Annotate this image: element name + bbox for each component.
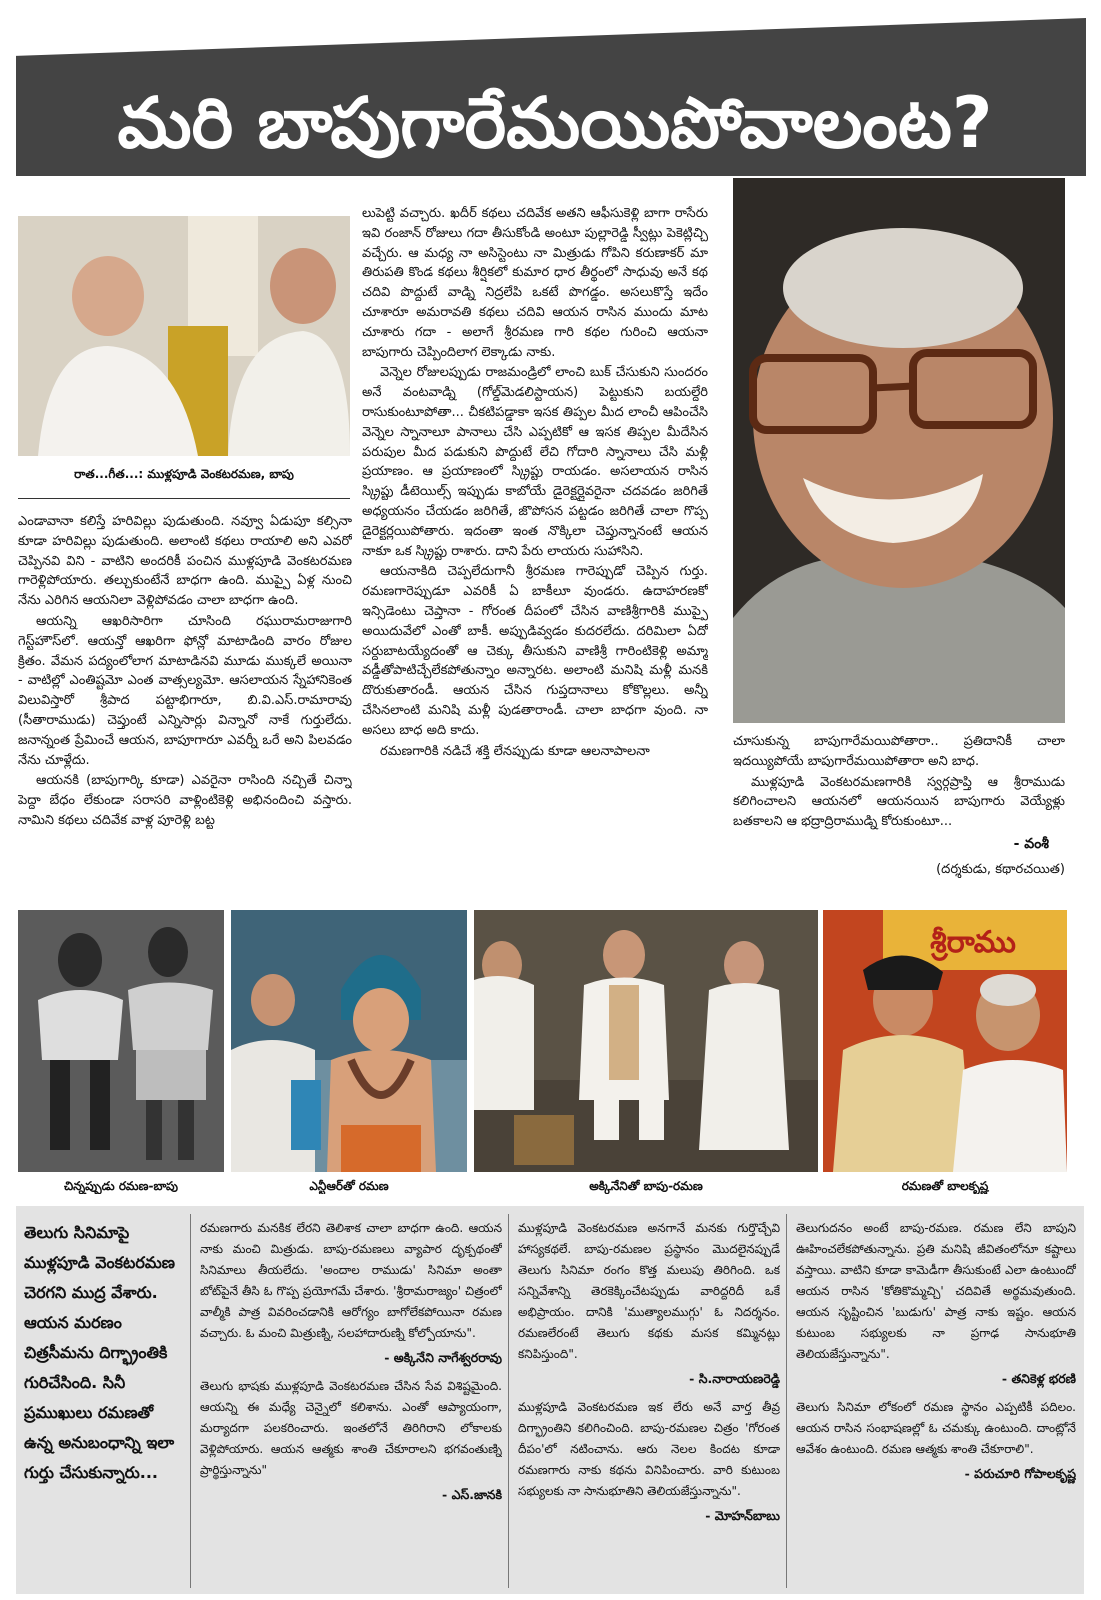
quote-paruchuri-sig: - పరుచూరి గోపాలకృష్ణ (964, 1466, 1076, 1481)
quote-janaki: తెలుగు భాషకు ముళ్లపూడి వెంకటరమణ చేసిన సేవ విశిష్టమైంది. ఆయన్ని ఈ మధ్యే చెన్నైలో కలిశాను. ఎంతో ఆప్యాయంగా, మర్యాదగా పలకరించారు. ఇంతలోనే తిరిగిరాని లోకాలకు వెళ్లిపోయారు. ఆయన ఆత్మకు శాంతి చేకూరాలని భగవంతుణ్ని ప్రార్థిస్తున్నాను" (200, 1379, 502, 1477)
quote-mohanbabu: ముళ్లపూడి వెంకటరమణ ఇక లేరు అనే వార్త తీవ్ర దిగ్భ్రాంతిని కలిగించింది. బాపు-రమణల చిత్రం 'గోరంత దీపం'లో నటించాను. ఆరు నెలల కిందట కూడా రమణగారు నాకు కథను వినిపించారు. వారి కుటుంబ సభ్యులకు నా సానుభూతిని తెలియజేస్తున్నాను". (518, 1400, 780, 1498)
photo-balakrishna (823, 910, 1067, 1172)
page-title: మరి బాపుగారేమయిపోవాలంట? (117, 82, 993, 164)
quote-janaki-sig: - ఎస్.జానకి (442, 1487, 502, 1502)
quote-bharani: తెలుగుదనం అంటే బాపు-రమణ. రమణ లేని బాపుని ఊహించలేకపోతున్నాను. ప్రతి మనిషి జీవితంలోనూ కష్టాలు వస్తాయి. వాటిని కూడా కామెడీగా తీసుకుంటే ఎలా ఉంటుందో ఆయన రాసిన 'కోతికొమ్మచ్చి' చదివితే అర్థమవుతుంది. ఆయన సృష్టించిన 'బుడుగు' పాత్ర నాకు ఇష్టం. ఆయన కుటుంబ సభ్యులకు నా ప్రగాఢ సానుభూతి తెలియజేస్తున్నాను". (796, 1221, 1076, 1361)
quotes-intro: తెలుగు సినిమాపై ముళ్లపూడి వెంకటరమణ చెరగని ముద్ర వేశారు. ఆయన మరణం చిత్రసీమను దిగ్భ్రాంతికి గురిచేసింది. సినీ ప్రముఖులు రమణతో ఉన్న అనుబంధాన్ని ఇలా గుర్తు చేసుకున్నారు... (24, 1223, 175, 1482)
col3-para-2: ముళ్లపూడి వెంకటరమణగారికి స్వర్గప్రాప్తి ఆ శ్రీరాముడు కలిగించాలని ఆయనలో ఆయనయిన బాపుగారు వెయ్యేళ్లు బతకాలని ఆ భద్రాద్రిరాముడ్ని కోరుకుంటూ... (733, 774, 1065, 830)
photo-childhood (18, 910, 224, 1172)
photo-caption-balakrishna: రమణతో బాలకృష్ణ (901, 1179, 989, 1193)
article-column-3 (733, 732, 1065, 832)
quote-mohanbabu-sig: - మోహన్‌బాబు (705, 1508, 780, 1523)
author-role: (దర్శకుడు, కథారచయిత) (936, 862, 1065, 877)
quote-paruchuri: తెలుగు సినిమా లోకంలో రమణ స్థానం ఎప్పటికీ పదిలం. ఆయన రాసిన సంభాషణల్లో ఓ చమక్కు ఉంటుంది. దాంట్లోనే ఆవేశం ఉంటుంది. రమణ ఆత్మకు శాంతి చేకూరాలి". (796, 1400, 1076, 1456)
col2-para-3: ఆయనాకిది చెప్పలేదుగానీ శ్రీరమణ గారెప్పుడో చెప్పిన గుర్తు. రమణగారెప్పుడూ ఎవరికీ ఏ బాకీలూ వుండరు. ఉదాహరణకో ఇన్సిడెంటు చెప్తానా - గోరంత దీపంలో చేసిన వాణిశ్రీగారికి ముప్పై అయిదువేలో ఎంతో బాకీ. అప్పుడివ్వడం కుదరలేదు. దరిమిలా ఏదో సర్దుబాటయ్యేదంతో ఆ చెక్కు తీసుకుని వాణిశ్రీ గారింటికెళ్లి అమ్మా వడ్డీతోపాటిచ్చేలేకపోతున్నాం అన్నారట. అలాంటి మనిషి మళ్లీ మనకి దొరుకుతారండీ. ఆయన చేసిన గుప్తదానాలు కోకొల్లలు. అన్నీ చేసినలాంటి మనిషి మళ్లీ పుడతారాండీ. చాలా బాధగా వుంది. నా అసలు బాధ అది కాదు. (362, 564, 708, 738)
divider-2 (508, 1214, 509, 1588)
photo-caption-akkineni: అక్కినేనితో బాపు-రమణ (589, 1179, 703, 1193)
quote-cnr: ముళ్లపూడి వెంకటరమణ అనగానే మనకు గుర్తొచ్చేవి హాస్యకథలే. బాపు-రమణల ప్రస్థానం మొదలైనప్పుడే తెలుగు సినిమా రంగం కొత్త మలుపు తిరిగింది. ఒక సన్నివేశాన్ని తెరకెక్కించేటప్పుడు వారిద్దరిదీ ఒకే అభిప్రాయం. దానికి 'ముత్యాలముగ్గు' ఓ నిదర్శనం. రమణలేరంటే తెలుగు కథకు మసక కమ్మినట్లు కనిపిస్తుంది". (518, 1221, 780, 1361)
quote-column-3 (796, 1218, 1076, 1590)
article-column-1 (18, 512, 352, 894)
quote-cnr-sig: - సి.నారాయణరెడ్డి (689, 1371, 780, 1386)
article-column-2 (362, 204, 708, 894)
col3-para-1: చూసుకున్న బాపుగారేమయిపోతారా.. ప్రతిదానికీ చాలా ఇదయ్యిపోయే బాపుగారేమయిపోతారా అని బాధ. (733, 734, 1065, 769)
photo-portrait-ramana (733, 178, 1065, 723)
quote-anr: రమణగారు మనకిక లేరని తెలిశాక చాలా బాధగా ఉంది. ఆయన నాకు మంచి మిత్రుడు. బాపు-రమణలు వ్యాపార దృక్పథంతో సినిమాలు తీయలేదు. 'అందాల రాముడు' సినిమా అంతా బోట్‌పైనే తీసి ఓ గొప్ప ప్రయోగమే చేశారు. 'శ్రీరామరాజ్యం' చిత్రంలో వాల్మీకి పాత్ర వివరించడానికి ఆరోగ్యం బాగోలేకపోయినా రమణ వచ్చారు. ఓ మంచి మిత్రుణ్ని, సలహాదారుణ్ని కోల్పోయాను". (200, 1221, 502, 1340)
divider-1 (190, 1214, 191, 1588)
divider-3 (786, 1214, 787, 1588)
photo-ramana-bapu (18, 216, 350, 456)
caption-divider (18, 498, 350, 499)
photo4-banner-text: శ్రీరాము (930, 925, 1016, 960)
photo-caption-top: రాత...గీత...: ముళ్లపూడి వెంకటరమణ, బాపు (74, 467, 294, 481)
photo-akkineni (474, 910, 818, 1172)
col2-para-1: లుపెట్టి వచ్చారు. ఖదీర్ కథలు చదివేక అతని ఆఫీసుకెళ్లి బాగా రాసేరు ఇవి రంజాన్ రోజులు గదా తీసుకోండి అంటూ పుల్లారెడ్డి స్వీట్లు పెకెట్లిచ్చి వచ్చేరు. ఆ మధ్య నా అసిస్టెంటు నా మిత్రుడు గోపిని కరుణాకర్ మా తిరుపతి కొండ కథలు శీర్షికలో కుమార ధార తీర్థంలో సాధువు అనే కథ చదివి పొద్దుటే వాడ్ని నిద్రలేపి ఒకటే పొగడ్డం. అసలుకొస్తే ఇదేం చూశారూ అమరావతి కథలు చదివి ఆయన రాసిన ముందు మాట చూశారు గదా - అలాగే శ్రీరమణ గారి కథల గురించి ఆయనా బాపుగారు చెప్పిందిలాగ లెక్కాడు నాకు. (362, 206, 708, 360)
quote-bharani-sig: - తనికెళ్ల భరణి (1001, 1371, 1076, 1386)
author-signature: - వంశీ (1013, 836, 1049, 852)
col1-para-2: ఆయన్ని ఆఖరిసారిగా చూసింది రఘురామరాజుగారి గెస్ట్‌హౌస్‌లో. ఆయన్తో ఆఖరిగా ఫోన్లో మాటాడింది వారం రోజుల క్రితం. వేమన పద్యంలోలాగ మాటాడినవి మూడు ముక్కలే అయినా - వాటిల్లో ఎంతిష్టమో ఎంత వాత్సల్యమో. ఆసలాయన స్నేహానికెంత విలువిస్తారో శ్రీపాద పట్టాభిగారూ, బి.వి.ఎస్.రామారావు (సీతారాముడు) చెప్తుంటే ఎన్నిసార్లు విన్నానో నాకే గుర్తులేదు. జనాన్నంత ప్రేమించే ఆయన, బాపూగారూ ఎవర్నీ ఒరే అని పిలవడం నేను చూళ్లేదు. (18, 613, 352, 768)
photo-caption-childhood: చిన్నప్పుడు రమణ-బాపు (63, 1179, 178, 1193)
col1-para-1: ఎండావానా కలిస్తే హరివిల్లు పుడుతుంది. నవ్వూ ఏడుపూ కల్సినా కూడా హరివిల్లు పుడుతుంది. అలాంటి కథలు రాయాలి అని ఎవరో చెప్పినవి విని - వాటిని అందరికీ పంచిన ముళ్లపూడి వెంకటరమణ గారెళ్లిపోయారు. తల్చుకుంటేనే బాధగా ఉంది. ముప్పై ఏళ్ల నుంచి నేను ఎరిగిన ఆయనిలా వెళ్లిపోవడం చాలా బాధగా ఉంది. (18, 514, 352, 609)
photo-ntr (231, 910, 467, 1172)
col2-para-2: వెన్నెల రోజులప్పుడు రాజమండ్రిలో లాంచి బుక్ చేసుకుని సుందరం అనే వంటవాడ్ని (గోల్డ్‌మెడలిస్టాయన) పెట్టుకుని బయల్దేరి రాసుకుంటూపోతా... చీకటిపడ్డాకా ఇసక తిప్పల మీద లాంచీ ఆపించేసి వెన్నెల స్నానాలూ పానాలు చేసి ఎప్పటికో ఆ ఇసక తిప్పల మీదేసిన పరుపుల మీద పడుకుని పొద్దుటే లేచి గోదారి స్నానాలు చేసి మళ్లీ ప్రయాణం. ఆ ప్రయాణంలో స్క్రిప్టు రాయడం. అసలాయన రాసిన స్క్రిప్టు డీటెయిల్స్ ఇప్పుడు కాబోయే డైరెక్టర్లైవరైనా చదవడం జరిగితే అధ్యయనం చేయడం జరిగితే, జొపోసన పట్టడం జరిగితే చాలా గొప్ప డైరెక్టర్లయిపోతారు. ఇదంతా ఇంత నొక్కిలా చెప్తున్నానంటే ఆయన నాకూ ఒక స్క్రిప్టు రాశారు. దాని పేరు లాయరు సుహాసిని. (362, 365, 708, 559)
photo-caption-ntr: ఎన్టీఆర్‌తో రమణ (309, 1179, 389, 1193)
quote-column-1 (200, 1218, 502, 1590)
col1-para-3: ఆయనకి (బాపుగార్కి కూడా) ఎవరైనా రాసింది నచ్చితే చిన్నా పెద్దా బేధం లేకుండా సరాసరి వాళ్లింటికెళ్లి అభినందించి వస్తారు. నామిని కథలు చదివేక వాళ్ల పూరెళ్లి బట్ట (18, 773, 352, 828)
quote-anr-sig: - అక్కినేని నాగేశ్వరరావు (384, 1350, 502, 1365)
quote-column-2 (518, 1218, 780, 1590)
col2-para-4: రమణగారికి నడిచే శక్తి లేనప్పుడు కూడా ఆలనాపాలనా (380, 743, 650, 759)
